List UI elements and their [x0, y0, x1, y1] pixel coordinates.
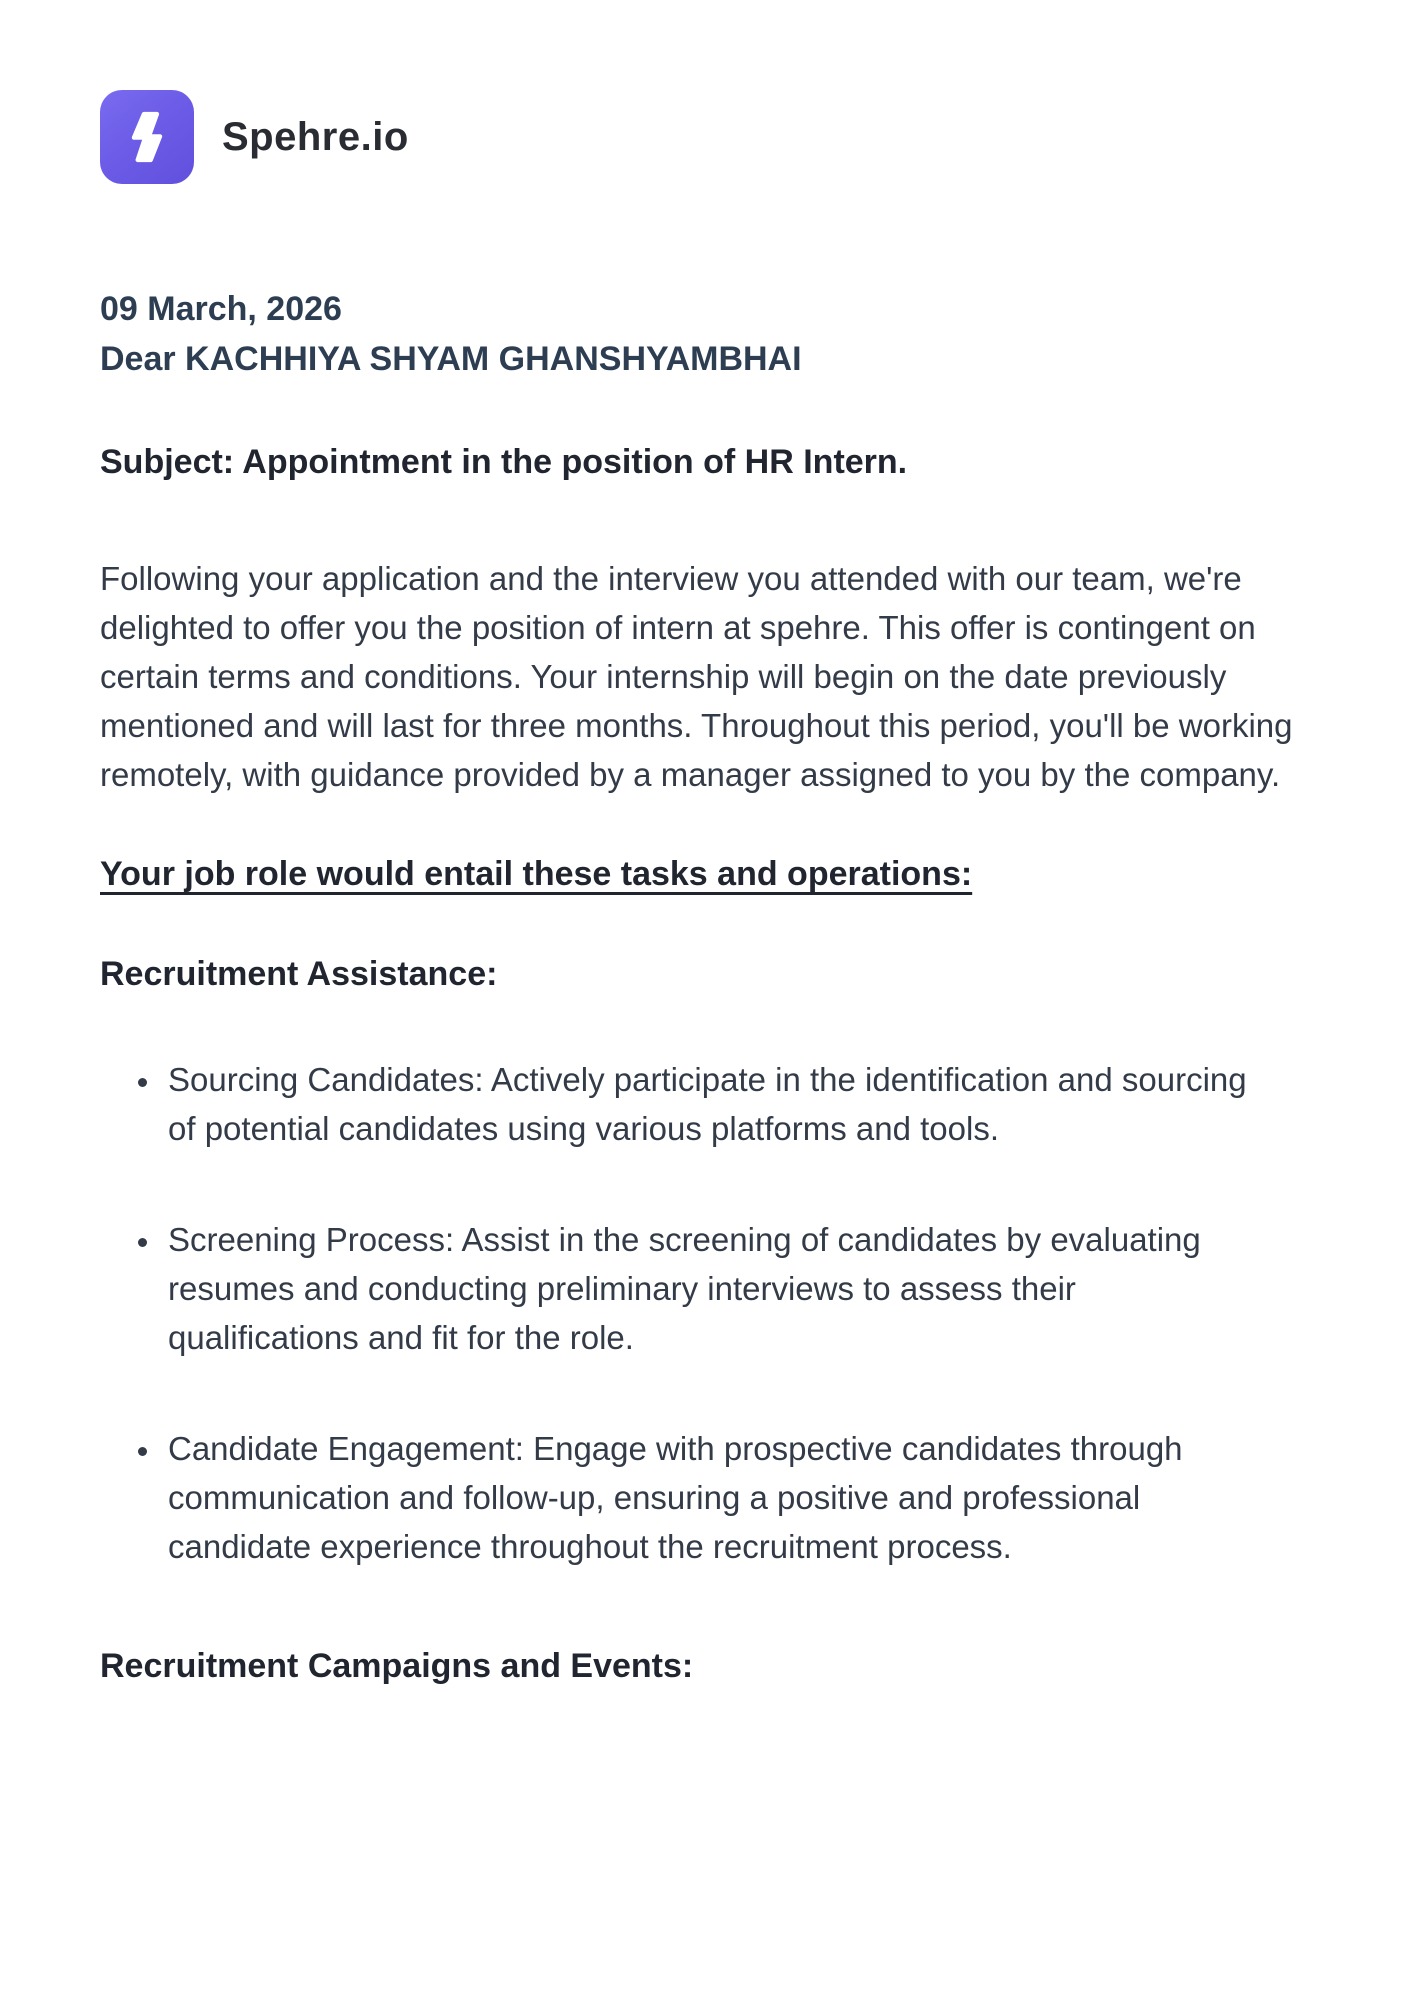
brand-name: Spehre.io [222, 114, 409, 159]
list-item-candidate-engagement: • Candidate Engagement: Engage with prospective candidates through communication and follow-up, ensuring a positive and professional candidate experience throughout the recruitment process. [162, 1424, 1262, 1571]
subject-line: Subject: Appointment in the position of HR Intern. [100, 443, 908, 481]
spehre-logo-icon [100, 90, 194, 184]
letter-greeting: Dear KACHHIYA SHYAM GHANSHYAMBHAI [100, 340, 802, 378]
letter-head [100, 284, 1322, 384]
section-heading-recruitment-campaigns: Recruitment Campaigns and Events: [100, 1647, 694, 1685]
section-heading-recruitment-assistance: Recruitment Assistance: [100, 955, 498, 993]
list-item-screening-process: • Screening Process: Assist in the screening of candidates by evaluating resumes and conducting preliminary interviews to assess their qualifications and fit for the role. [162, 1215, 1262, 1362]
brand-header [100, 90, 1322, 184]
letter-date: 09 March, 2026 [100, 290, 342, 328]
list-item-sourcing-candidates: • Sourcing Candidates: Actively participate in the identification and sourcing of potential candidates using various platforms and tools. [162, 1055, 1262, 1153]
recruitment-assistance-list [100, 1055, 1320, 1571]
intro-paragraph: Following your application and the interview you attended with our team, we're delighted to offer you the position of intern at spehre. This offer is contingent on certain terms and conditions. Your internship will begin on the date previously mentioned and will last for three months. Throughout this period, you'll be working remotely, with guidance provided by a manager assigned to you by the company. [100, 560, 1293, 793]
tasks-heading: Your job role would entail these tasks and operations: [100, 855, 973, 893]
